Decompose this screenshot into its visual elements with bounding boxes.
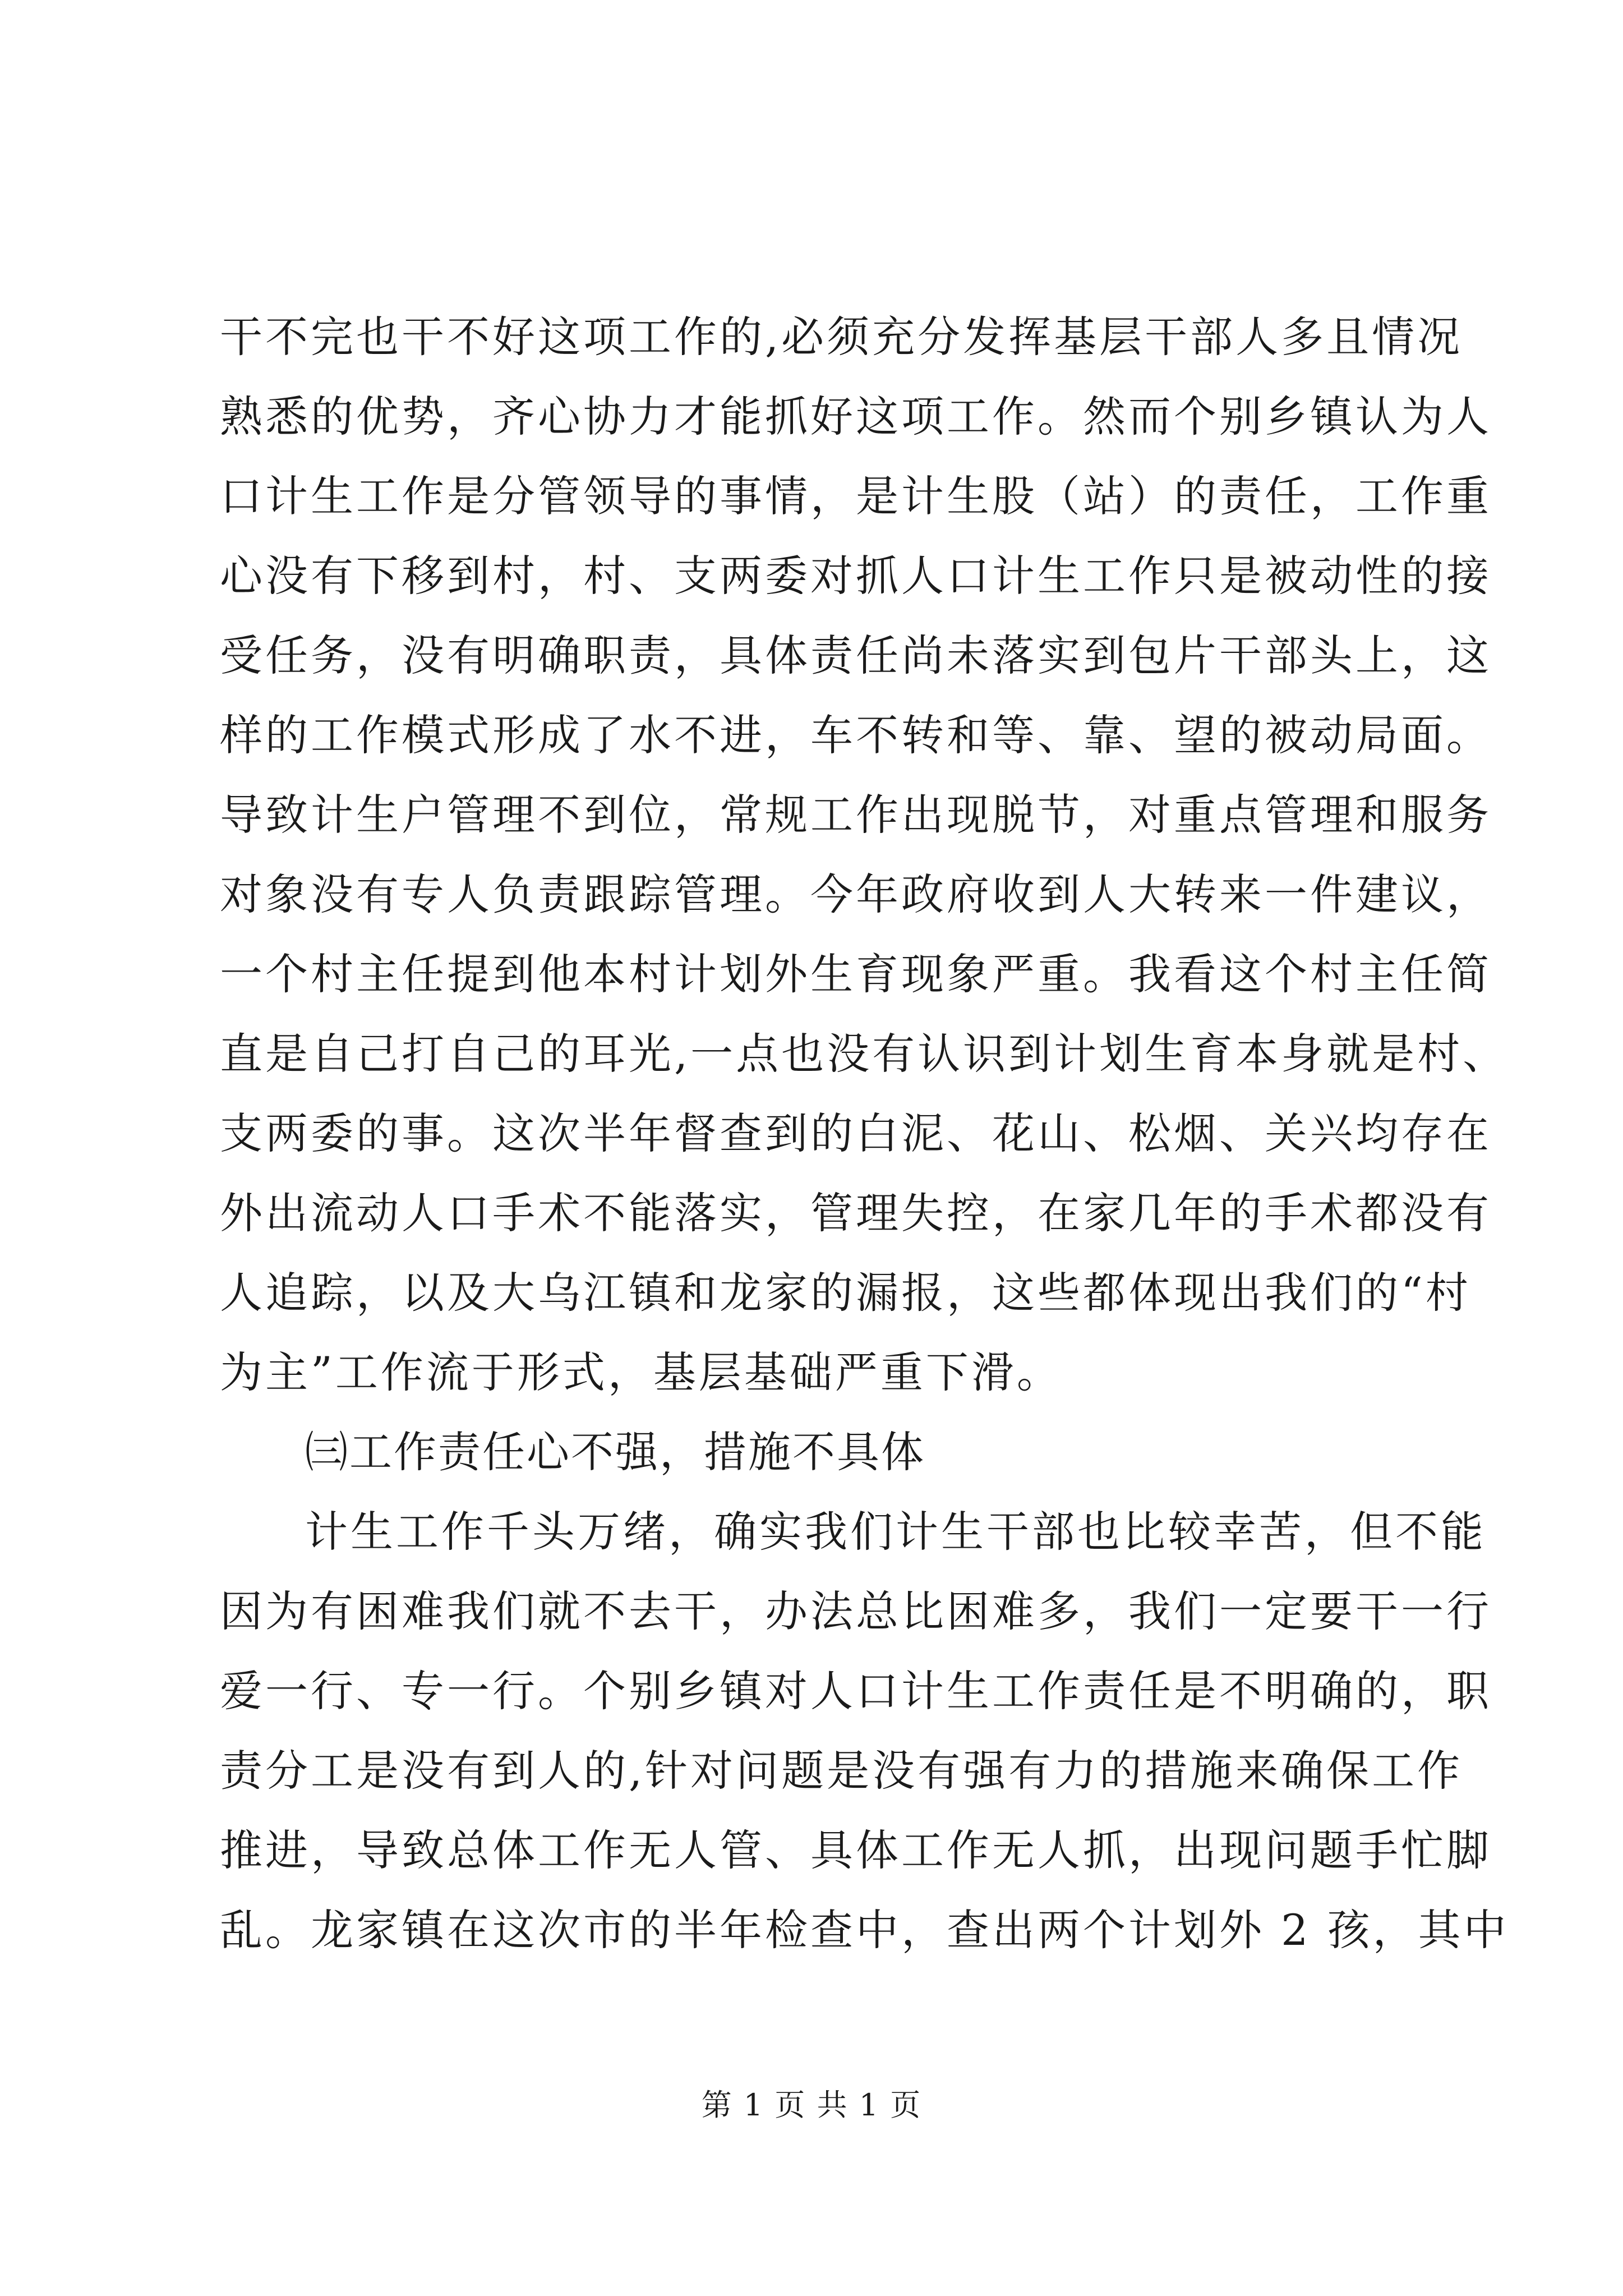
text-line: 爱一行、专一行。个别乡镇对人口计生工作责任是不明确的，职 [220,1666,1492,1716]
text-line: 心没有下移到村，村、支两委对抓人口计生工作只是被动性的接 [220,551,1492,601]
text-line: 受任务，没有明确职责，具体责任尚未落实到包片干部头上，这 [220,631,1492,680]
text-line: 外出流动人口手术不能落实，管理失控，在家几年的手术都没有 [220,1188,1492,1238]
text-line: 为主”工作流于形式，基层基础严重下滑。 [220,1347,1062,1397]
text-line: 乱。龙家镇在这次市的半年检查中，查出两个计划外 2 孩，其中 [220,1905,1509,1955]
page-footer [0,2086,1623,2125]
page-number-label: 第 1 页 共 1 页 [701,2087,922,2123]
section-heading: ㈢工作责任心不强，措施不具体 [305,1427,925,1477]
text-line: 支两委的事。这次半年督查到的白泥、花山、松烟、关兴均存在 [220,1108,1492,1158]
text-line: 因为有困难我们就不去干，办法总比困难多，我们一定要干一行 [220,1586,1492,1636]
document-body [220,297,1509,1970]
text-line: 对象没有专人负责跟踪管理。今年政府收到人大转来一件建议， [220,869,1492,919]
text-line: 推进，导致总体工作无人管、具体工作无人抓，出现问题手忙脚 [220,1825,1492,1875]
text-line: 干不完也干不好这项工作的,必须充分发挥基层干部人多且情况 [220,312,1463,362]
text-line: 熟悉的优势，齐心协力才能抓好这项工作。然而个别乡镇认为人 [220,392,1492,441]
text-line: 一个村主任提到他本村计划外生育现象严重。我看这个村主任简 [220,949,1492,999]
text-line: 口计生工作是分管领导的事情，是计生股（站）的责任，工作重 [220,471,1492,521]
text-line: 计生工作千头万绪，确实我们计生干部也比较幸苦，但不能 [305,1507,1486,1557]
text-line: 样的工作模式形成了水不进，车不转和等、靠、望的被动局面。 [220,710,1492,760]
text-line: 责分工是没有到人的,针对问题是没有强有力的措施来确保工作 [220,1746,1463,1796]
text-line: 人追踪，以及大乌江镇和龙家的漏报，这些都体现出我们的“村 [220,1268,1471,1318]
text-line: 导致计生户管理不到位，常规工作出现脱节，对重点管理和服务 [220,790,1492,840]
text-line: 直是自己打自己的耳光,一点也没有认识到计划生育本身就是村、 [220,1029,1509,1079]
